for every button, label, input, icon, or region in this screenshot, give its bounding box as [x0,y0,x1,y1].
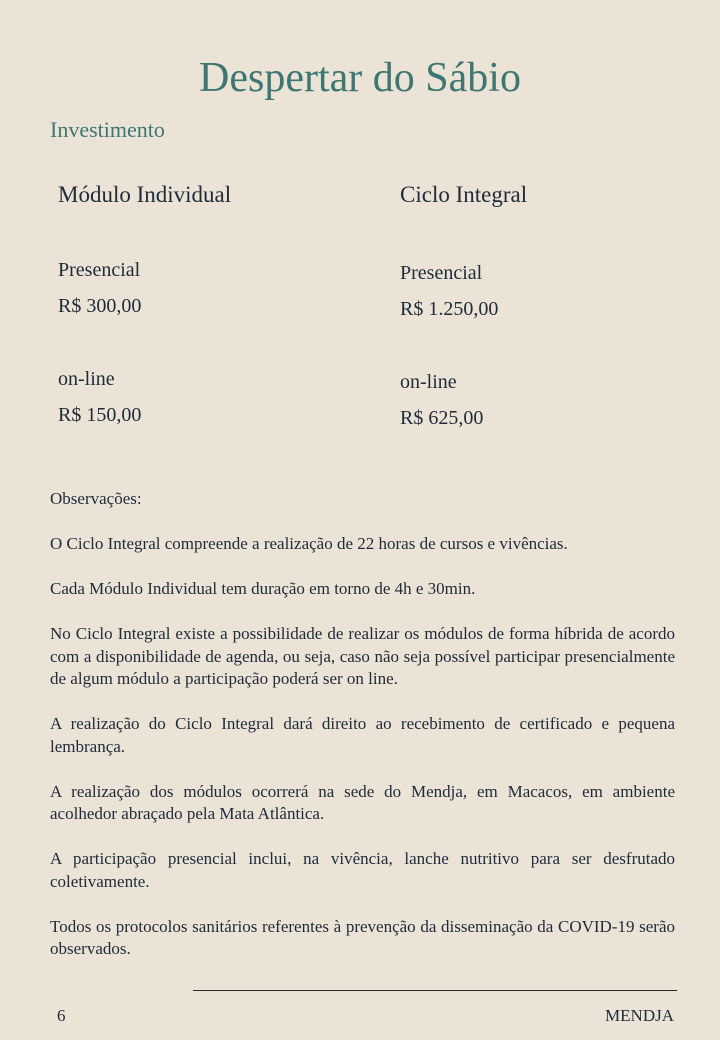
section-heading: Investimento [50,117,165,142]
page-title: Despertar do Sábio [199,55,521,101]
presencial-label: Presencial [58,259,141,281]
presencial-label: Presencial [400,262,483,284]
notes-section [50,488,675,983]
online-price: R$ 625,00 [400,407,484,429]
note-paragraph: No Ciclo Integral existe a possibilidade de realizar os módulos de forma híbrida de acordo com a disponibilidade de agenda, ou seja, caso não seja possível participar presencialmente de algum módulo a participação poderá ser on line. [50,624,675,688]
note-paragraph: Cada Módulo Individual tem duração em torno de 4h e 30min. [50,579,476,598]
note-paragraph: A participação presencial inclui, na vivência, lanche nutritivo para ser desfrutado coletivamente. [50,849,675,891]
presencial-price: R$ 300,00 [58,295,142,317]
notes-heading: Observações: [50,489,142,508]
page-number: 6 [57,1006,66,1025]
online-label: on-line [58,368,115,390]
note-paragraph: A realização do Ciclo Integral dará direito ao recebimento de certificado e pequena lembrança. [50,714,675,756]
footer-brand: MENDJA [605,1006,674,1025]
note-paragraph: Todos os protocolos sanitários referentes à prevenção da disseminação da COVID-19 serão observados. [50,916,675,958]
column-heading: Ciclo Integral [400,182,528,207]
column-heading: Módulo Individual [58,182,232,207]
footer-divider [193,990,677,991]
note-paragraph: A realização dos módulos ocorrerá na sede do Mendja, em Macacos, em ambiente acolhedor abraçado pela Mata Atlântica. [50,781,675,823]
online-price: R$ 150,00 [58,404,142,426]
note-paragraph: O Ciclo Integral compreende a realização de 22 horas de cursos e vivências. [50,534,568,553]
online-label: on-line [400,371,457,393]
presencial-price: R$ 1.250,00 [400,298,499,320]
